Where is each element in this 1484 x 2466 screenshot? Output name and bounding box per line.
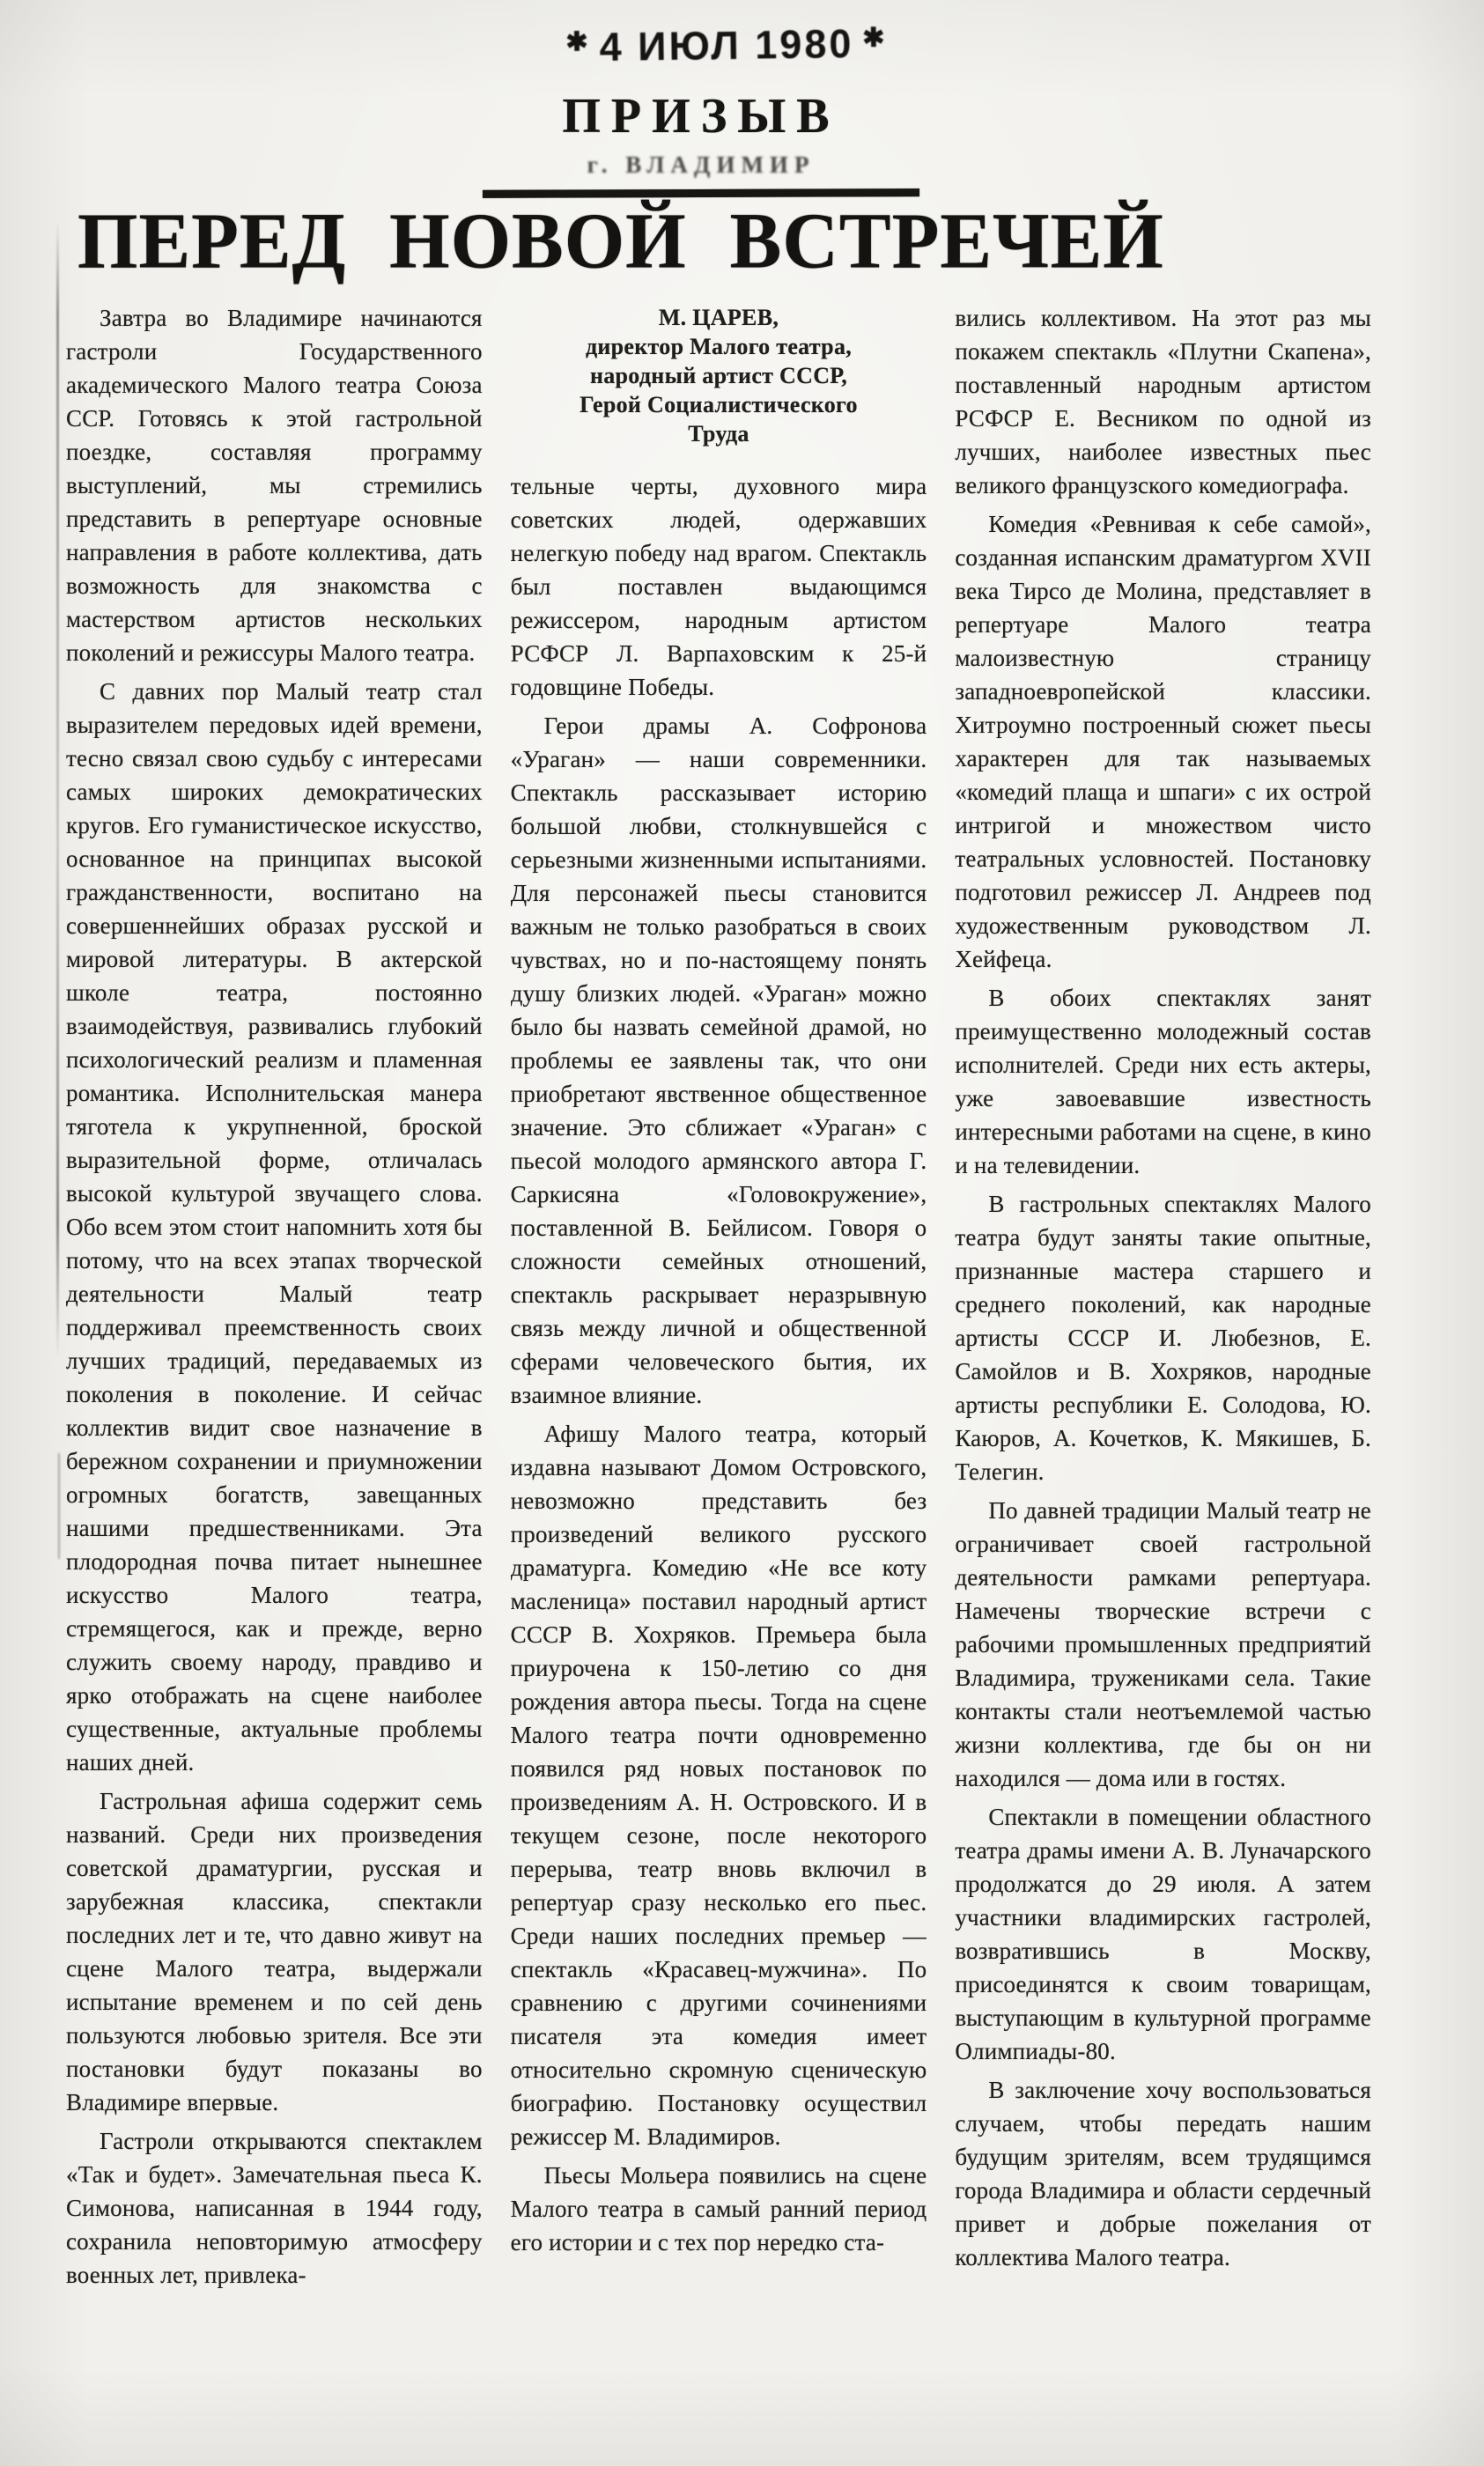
column-2 (511, 301, 927, 2433)
column-3 (955, 301, 1371, 2433)
article-body (66, 301, 1371, 2433)
paragraph: вились коллективом. На этот раз мы покажем спектакль «Плутни Скапена», поставленный народным артистом РСФСР Е. Весником по одной из лучших, наиболее известных пьес великого французского комедиографа. (955, 305, 1371, 498)
paper-crease (56, 222, 59, 1358)
byline (511, 303, 927, 448)
paragraph: Афишу Малого театра, который издавна называют Домом Островского, невозможно представить без произведений великого русского драматурга. Комедию «Не все коту масленица» поставил народный артист СССР В. Хохряков. Премьера была приурочена к 150-летию со дня рождения автора пьесы. Тогда на сцене Малого театра почти одновременно появился ряд новых постановок по произведениям А. Н. Островского. И в текущем сезоне, после некоторого перерыва, театр вновь включил в репертуар сразу несколько его пьес. Среди наших последних премьер — спектакль «Красавец-мужчина». По сравнению с другими сочинениями писателя эта комедия имеет относительно скромную сценическую биографию. Постановку осуществил режиссер М. Владимиров. (510, 1421, 927, 2150)
paragraph: В гастрольных спектаклях Малого театра будут заняты такие опытные, признанные мастера старшего и среднего поколений, как народные артисты СССР И. Любезнов, Е. Самойлов и В. Хохряков, народные артисты республики Е. Солодова, Ю. Каюров, А. Кочетков, К. Мякишев, Б. Телегин. (955, 1191, 1371, 1485)
paragraph: Спектакли в помещении областного театра драмы имени А. В. Луначарского продолжатся до 29 июля. А затем участники владимирских гастролей, возвратившись в Москву, присоединятся к своим товарищам, выступающим в культурной программе Олимпиады-80. (955, 1804, 1371, 2064)
byline-role: Герой Социалистического (580, 392, 858, 417)
paragraph: Гастроли открываются спектаклем «Так и будет». Замечательная пьеса К. Симонова, написанная в 1944 году, сохранила неповторимую атмосферу военных лет, привлека- (66, 2128, 483, 2288)
byline-role: директор Малого театра, (585, 334, 853, 359)
stamp-mark-right-icon: ✱ (862, 23, 888, 53)
paragraph: Завтра во Владимире начинаются гастроли Государственного академического Малого театра Союза ССР. Готовясь к этой гастрольной поездке, составляя программу выступлений, мы стремились представить в репертуаре основные направления в работе коллектива, дать возможность для знакомства с мастерством артистов нескольких поколений и режиссуры Малого театра. (66, 305, 483, 666)
byline-role: Труда (688, 421, 749, 447)
stamp-date-text: 4 ИЮЛ 1980 (599, 20, 854, 70)
date-stamp (480, 19, 974, 72)
byline-role: народный артист СССР, (589, 363, 848, 388)
paragraph: Герои драмы А. Софронова «Ураган» — наши современники. Спектакль рассказывает историю большой любви, столкнувшейся с серьезными жизненными испытаниями. Для персонажей пьесы становится важным не только разобраться в своих чувствах, но и по-настоящему понять душу близких людей. «Ураган» можно было бы назвать семейной драмой, но проблемы ее заявлены так, что они приобретают явственное общественное значение. Это сближает «Ураган» с пьесой молодого армянского автора Г. Саркисяна «Головокружение», поставленной В. Бейлисом. Говоря о сложности семейных отношений, спектакль раскрывает неразрывную связь между личной и общественной сферами человеческого бытия, их взаимное влияние. (510, 712, 927, 1408)
paragraph: тельные черты, духовного мира советских людей, одержавших нелегкую победу над врагом. Спектакль был поставлен выдающимся режиссером, народным артистом РСФСР Л. Варпаховским к 25-й годовщине Победы. (510, 473, 927, 700)
paragraph: По давней традиции Малый театр не ограничивает своей гастрольной деятельности рамками репертуара. Намечены творческие встречи с рабочими промышленных предприятий Владимира, тружениками села. Такие контакты стали неотъемлемой частью жизни коллектива, где бы он ни находился — дома или в гостях. (955, 1497, 1371, 1791)
paragraph: Комедия «Ревнивая к себе самой», созданная испанским драматургом XVII века Тирсо де Молина, представляет в репертуаре Малого театра малоизвестную страницу западноевропейской классики. Хитроумно построенный сюжет пьесы характерен для так называемых «комедий плаща и шпаги» с их острой интригой и множеством чисто театральных условностей. Постановку подготовил режиссер Л. Андреев под художественным руководством Л. Хейфеца. (955, 511, 1371, 972)
paragraph: В обоих спектаклях занят преимущественно молодежный состав исполнителей. Среди них есть актеры, уже завоевавшие известность интересными работами на сцене, в кино и на телевидении. (955, 985, 1371, 1178)
newspaper-city: г. ВЛАДИМИР (587, 151, 816, 178)
newspaper-name: ПРИЗЫВ (562, 89, 840, 144)
stamp-mark-left-icon: ✱ (565, 27, 591, 57)
column-1 (66, 301, 483, 2433)
masthead (483, 88, 919, 197)
paragraph: С давних пор Малый театр стал выразителем передовых идей времени, тесно связал свою судьбу с интересами самых широких демократических кругов. Его гуманистическое искусство, основанное на принципах высокой гражданственности, воспитано на совершеннейших образах русской и мировой литературы. В актерской школе театра, постоянно взаимодействуя, развивались глубокий психологический реализм и пламенная романтика. Исполнительская манера тяготела к укрупненной, броской выразительной форме, отличалась высокой культурой звучащего слова. Обо всем этом стоит напомнить хотя бы потому, что на всех этапах творческой деятельности Малый театр поддерживал преемственность своих лучших традиций, передаваемых из поколения в поколение. И сейчас коллектив видит свое назначение в бережном сохранении и приумножении огромных богатств, завещанных нашими предшественниками. Эта плодородная почва питает нынешнее искусство Малого театра, стремящегося, как и прежде, верно служить своему народу, правдиво и ярко отображать на сцене наиболее существенные, актуальные проблемы наших дней. (66, 678, 483, 1776)
paragraph: В заключение хочу воспользоваться случаем, чтобы передать нашим будущим зрителям, всем трудящимся города Владимира и области сердечный привет и добрые пожелания от коллектива Малого театра. (955, 2077, 1371, 2270)
paragraph: Пьесы Мольера появились на сцене Малого театра в самый ранний период его истории и с тех пор нередко ста- (510, 2162, 927, 2256)
paper-crease (58, 1453, 60, 1559)
paragraph: Гастрольная афиша содержит семь названий. Среди них произведения советской драматургии, русская и зарубежная классика, спектакли последних лет и те, что давно живут на сцене Малого театра, выдержали испытание временем и по сей день пользуются любовью зрителя. Все эти постановки будут показаны во Владимире впервые. (66, 1788, 483, 2115)
byline-author: М. ЦАРЕВ, (658, 305, 779, 330)
headline: ПЕРЕД НОВОЙ ВСТРЕЧЕЙ (78, 198, 1164, 285)
